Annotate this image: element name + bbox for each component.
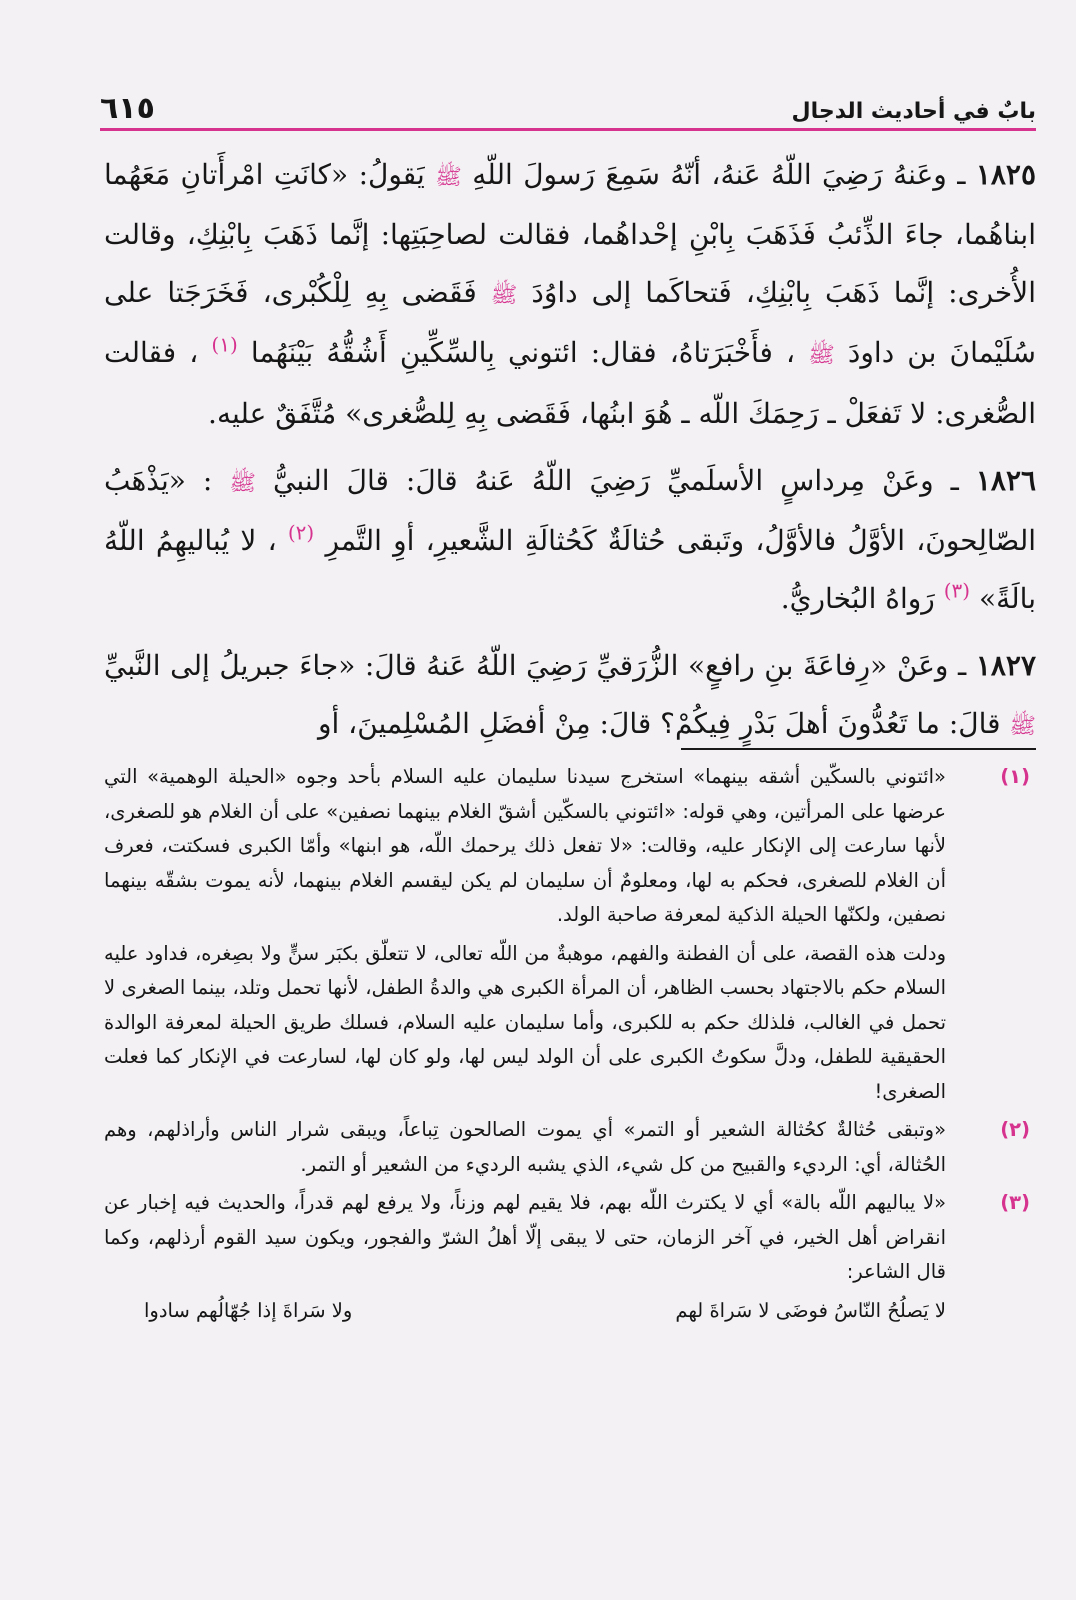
salawat-icon: ﷺ — [490, 282, 518, 308]
hadith-text: ـ وعَنْ مِرداسٍ الأسلَميِّ رَضِيَ اللّهُ عَنهُ قالَ: قالَ النبيُّ — [273, 464, 959, 498]
verse-hemistich: ولا سَراةَ إذا جُهّالُهم سادوا — [144, 1298, 353, 1322]
salawat-icon: ﷺ — [229, 471, 256, 497]
header-rule — [100, 128, 1036, 131]
hadith-text: يَقولُ: «كانَتِ امْرأَتانِ مَعَهُما ابناهُما، جاءَ الذِّئبُ فَذَهَبَ بِابْنِ إحْداهُما، فقالت لصاحِبَتِها: إنَّما ذَهَبَ بِابْنِكِ، وقالت الأُخرى: إنَّما ذَهَبَ بِابْنِكِ، فَتحاكَما إلى داوُدَ — [104, 158, 1036, 309]
footnote-ref[interactable]: (١) — [211, 332, 238, 357]
salawat-icon: ﷺ — [808, 343, 835, 369]
hadith-1827 — [104, 637, 1036, 755]
hadith-text: ، فقالت الصُّغرى: لا تَفعَلْ ـ رَحِمَكَ اللّه ـ هُوَ ابنُها، فَقَضى بِهِ لِلصُّغرى» مُتَّفَقٌ عليه. — [104, 336, 1036, 430]
footnotes — [104, 760, 1036, 1332]
footnote-1 — [104, 760, 1036, 1109]
hadith-1826 — [104, 452, 1036, 627]
footnote-paragraph: «وتبقى حُثالةٌ كحُثالة الشعير أو التمر» أي يموت الصالحون تِباعاً، ويبقى شرار الناس وأراذلهم، وهم الحُثالة، أي: الرديء والقبيح من كل شيء، الذي يشبه الرديء من الشعير أو التمر. — [104, 1118, 946, 1176]
footnote-ref[interactable]: (٢) — [287, 521, 315, 546]
hadith-text: ، لا يُباليهِمُ اللّهُ بالَةً» — [104, 524, 1036, 615]
chapter-title: بابٌ في أحاديث الدجال — [791, 99, 1036, 124]
hadith-number: ١٨٢٦ — [975, 464, 1037, 498]
hadith-text: قالَ: ما تَعُدُّونَ أهلَ بَدْرٍ فِيكُمْ؟ قالَ: مِنْ أفضَلِ المُسْلِمينَ، أو — [317, 706, 1001, 740]
footnote-ref[interactable]: (٣) — [943, 578, 971, 603]
hadith-text: : «يَذْهَبُ الصّالِحونَ، الأوَّلُ فالأوَّلُ، وتَبقى حُثالَةٌ كَحُثالَةِ الشَّعيرِ، أوِ التَّمرِ — [104, 464, 1037, 558]
footnote-separator — [681, 748, 1036, 750]
footnote-mark: (١) — [1000, 765, 1030, 788]
footnote-paragraph: «لا يباليهم اللّه بالة» أي لا يكترث اللّه بهم، فلا يقيم لهم وزناً، ولا يرفع لهم قدراً، والحديث فيه إخبار عن انقراض أهل الخير، في آخر الزمان، حتى لا يبقى إلّا أهلُ الشرّ والفجور، ويكون سيد القوم أرذلهم، وكما قال الشاعر: — [104, 1191, 946, 1283]
poem-verse — [104, 1294, 946, 1329]
salawat-icon: ﷺ — [1009, 713, 1036, 739]
hadith-text: ـ وعَنهُ رَضِيَ اللّهُ عَنهُ، أنّهُ سَمِعَ رَسولَ اللّهِ — [472, 158, 966, 191]
footnote-paragraph: ودلت هذه القصة، على أن الفطنة والفهم، موهبةٌ من اللّه تعالى، لا تتعلّق بكبَر سنٍّ ولا بصِغره، فداود عليه السلام حكم بالاجتهاد بحسب الظاهر، أن المرأة الكبرى هي والدةُ الطفل، لأنها تحمل وتلد، بينما الصغرى لا تحمل في الغالب، فلذلك حكم به للكبرى، وأما سليمان عليه السلام، فسلك طريق الحيلة لمعرفة الوالدة الحقيقية للطفل، ودلَّ سكوتُ الكبرى على أن الولد ليس لها، ولو كان لها، لسارعت في الإنكار كما فعلت الصغرى! — [104, 941, 946, 1103]
hadith-text: ـ وعَنْ «رِفاعَةَ بنِ رافعٍ» الزُّرَقيِّ رَضِيَ اللّهُ عَنهُ قالَ: «جاءَ جبريلُ إلى النَّبيِّ — [104, 649, 967, 683]
page-header — [100, 80, 1036, 124]
hadith-1825 — [104, 146, 1036, 442]
footnote-mark: (٢) — [1000, 1118, 1030, 1141]
salawat-icon: ﷺ — [435, 165, 462, 190]
hadith-number: ١٨٢٥ — [975, 158, 1036, 191]
page-number: ٦١٥ — [100, 91, 155, 126]
main-text — [104, 146, 1036, 765]
footnote-3 — [104, 1186, 1036, 1328]
footnote-paragraph: «ائتوني بالسكّين أشقه بينهما» استخرج سيدنا سليمان عليه السلام بأحد وجوه «الحيلة الوهمية» التي عرضها على المرأتين، وهي قوله: «ائتوني بالسكّين أشقّ الغلام بينهما نصفين» على أن الغلام هو للصغرى، لأنها سارعت إلى الإنكار عليه، وقالت: «لا تفعل ذلك يرحمك اللّه، هو ابنها» وأمّا الكبرى فسكتت، فعرف أن الغلام للصغرى، فحكم به لها، ومعلومٌ أن سليمان لم يكن ليقسم الغلام بينهما، لأنه يموت بشقّه بينهما نصفين، ولكنّها الحيلة الذكية لمعرفة صاحبة الولد. — [104, 765, 946, 926]
hadith-text: فَقَضى بِهِ لِلْكُبْرى، فَخَرَجَتا على سُلَيْمانَ بن داودَ — [104, 275, 1036, 370]
hadith-text: رَواهُ البُخاريُّ. — [780, 581, 935, 615]
verse-hemistich: لا يَصلُحُ النّاسُ فوضَى لا سَراةَ لهم — [675, 1298, 946, 1322]
hadith-number: ١٨٢٧ — [975, 649, 1036, 683]
footnote-mark: (٣) — [1000, 1191, 1030, 1214]
hadith-text: ، فأَخْبَرَتاهُ، فقال: ائتوني بِالسِّكِّينِ أَشُقُّهُ بَيْنَهُما — [250, 336, 796, 370]
footnote-2 — [104, 1113, 1036, 1182]
